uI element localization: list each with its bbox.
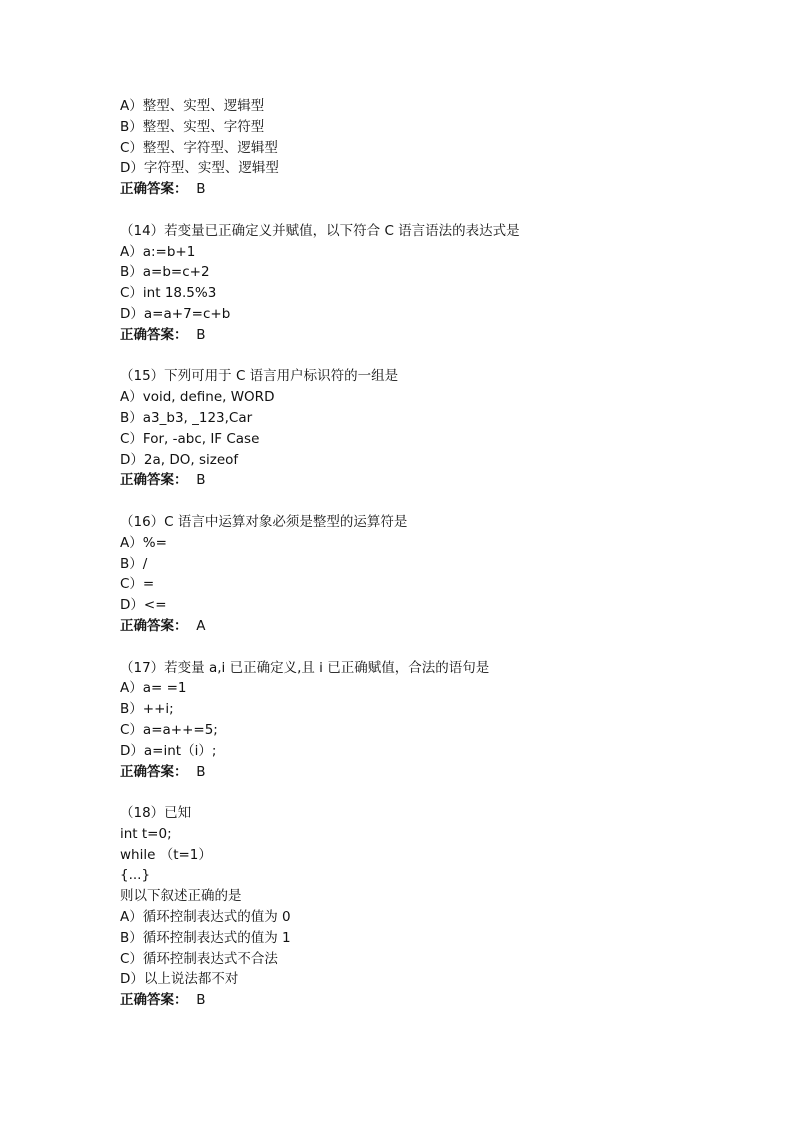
q18-answer-label: 正确答案：: [120, 992, 188, 1009]
q17-answer: [120, 762, 740, 783]
q17-stem: （17）若变量 a,i 已正确定义,且 i 已正确赋值，合法的语句是: [120, 659, 490, 676]
q14-option-d: D）a=a+7=c+b: [120, 305, 231, 322]
q18-option-d: D）以上说法都不对: [120, 971, 239, 988]
q16-stem: （16）C 语言中运算对象必须是整型的运算符是: [120, 513, 408, 530]
q13-option-b: B）整型、实型、字符型: [120, 118, 265, 135]
q13-option-a: A）整型、实型、逻辑型: [120, 98, 265, 114]
q17-option-c: C）a=a++=5;: [120, 721, 218, 738]
q17-answer-label: 正确答案：: [120, 763, 188, 780]
q16-option-b: B）/: [120, 555, 148, 572]
q16-answer-value: A: [196, 617, 206, 634]
q13-answer-value: B: [196, 181, 206, 198]
q18-answer: [120, 990, 740, 1011]
q18-option-a: A）循环控制表达式的值为 0: [120, 909, 291, 926]
q18-stem: （18）已知: [120, 805, 192, 822]
q16-answer-label: 正确答案：: [120, 617, 188, 634]
q14-answer-label: 正确答案：: [120, 326, 188, 343]
q18-option-c: C）循环控制表达式不合法: [120, 950, 278, 967]
q13-answer-label: 正确答案：: [120, 181, 188, 198]
q14-option-b: B）a=b=c+2: [120, 264, 210, 281]
q17-option-b: B）++i;: [120, 701, 174, 718]
q15-option-b: B）a3_b3, _123,Car: [120, 409, 253, 426]
q15-stem: （15）下列可用于 C 语言用户标识符的一组是: [120, 368, 399, 385]
q15-option-d: D）2a, DO, sizeof: [120, 451, 239, 468]
q17-answer-value: B: [196, 763, 206, 780]
q18-answer-value: B: [196, 992, 206, 1009]
q16-option-c: C）=: [120, 576, 155, 593]
q13-answer: [120, 179, 740, 200]
q15-option-c: C）For, -abc, IF Case: [120, 430, 260, 447]
q13-option-c: C）整型、字符型、逻辑型: [120, 139, 278, 156]
q18-code-line: while （t=1）: [120, 846, 212, 863]
q15-option-a: A）void, define, WORD: [120, 389, 275, 406]
q15-answer-label: 正确答案：: [120, 472, 188, 489]
q17-option-d: D）a=int（i）;: [120, 742, 217, 759]
q14-stem: （14）若变量已正确定义并赋值，以下符合 C 语言语法的表达式是: [120, 222, 520, 239]
q14-option-c: C）int 18.5%3: [120, 285, 217, 302]
q18-code-line: {...}: [120, 867, 151, 884]
q16-option-a: A）%=: [120, 534, 167, 551]
q14-answer-value: B: [196, 326, 206, 343]
q17-option-a: A）a= =1: [120, 680, 187, 697]
q13-option-d: D）字符型、实型、逻辑型: [120, 160, 279, 177]
q15-answer: [120, 470, 740, 491]
q14-answer: [120, 325, 740, 346]
q16-answer: [120, 616, 740, 637]
q18-code-line: int t=0;: [120, 825, 172, 842]
q14-option-a: A）a:=b+1: [120, 243, 196, 260]
q15-answer-value: B: [196, 472, 206, 489]
q18-option-b: B）循环控制表达式的值为 1: [120, 929, 291, 946]
q18-prompt: 则以下叙述正确的是: [120, 888, 242, 905]
q16-option-d: D）<=: [120, 597, 167, 614]
document-page: [120, 96, 740, 1011]
